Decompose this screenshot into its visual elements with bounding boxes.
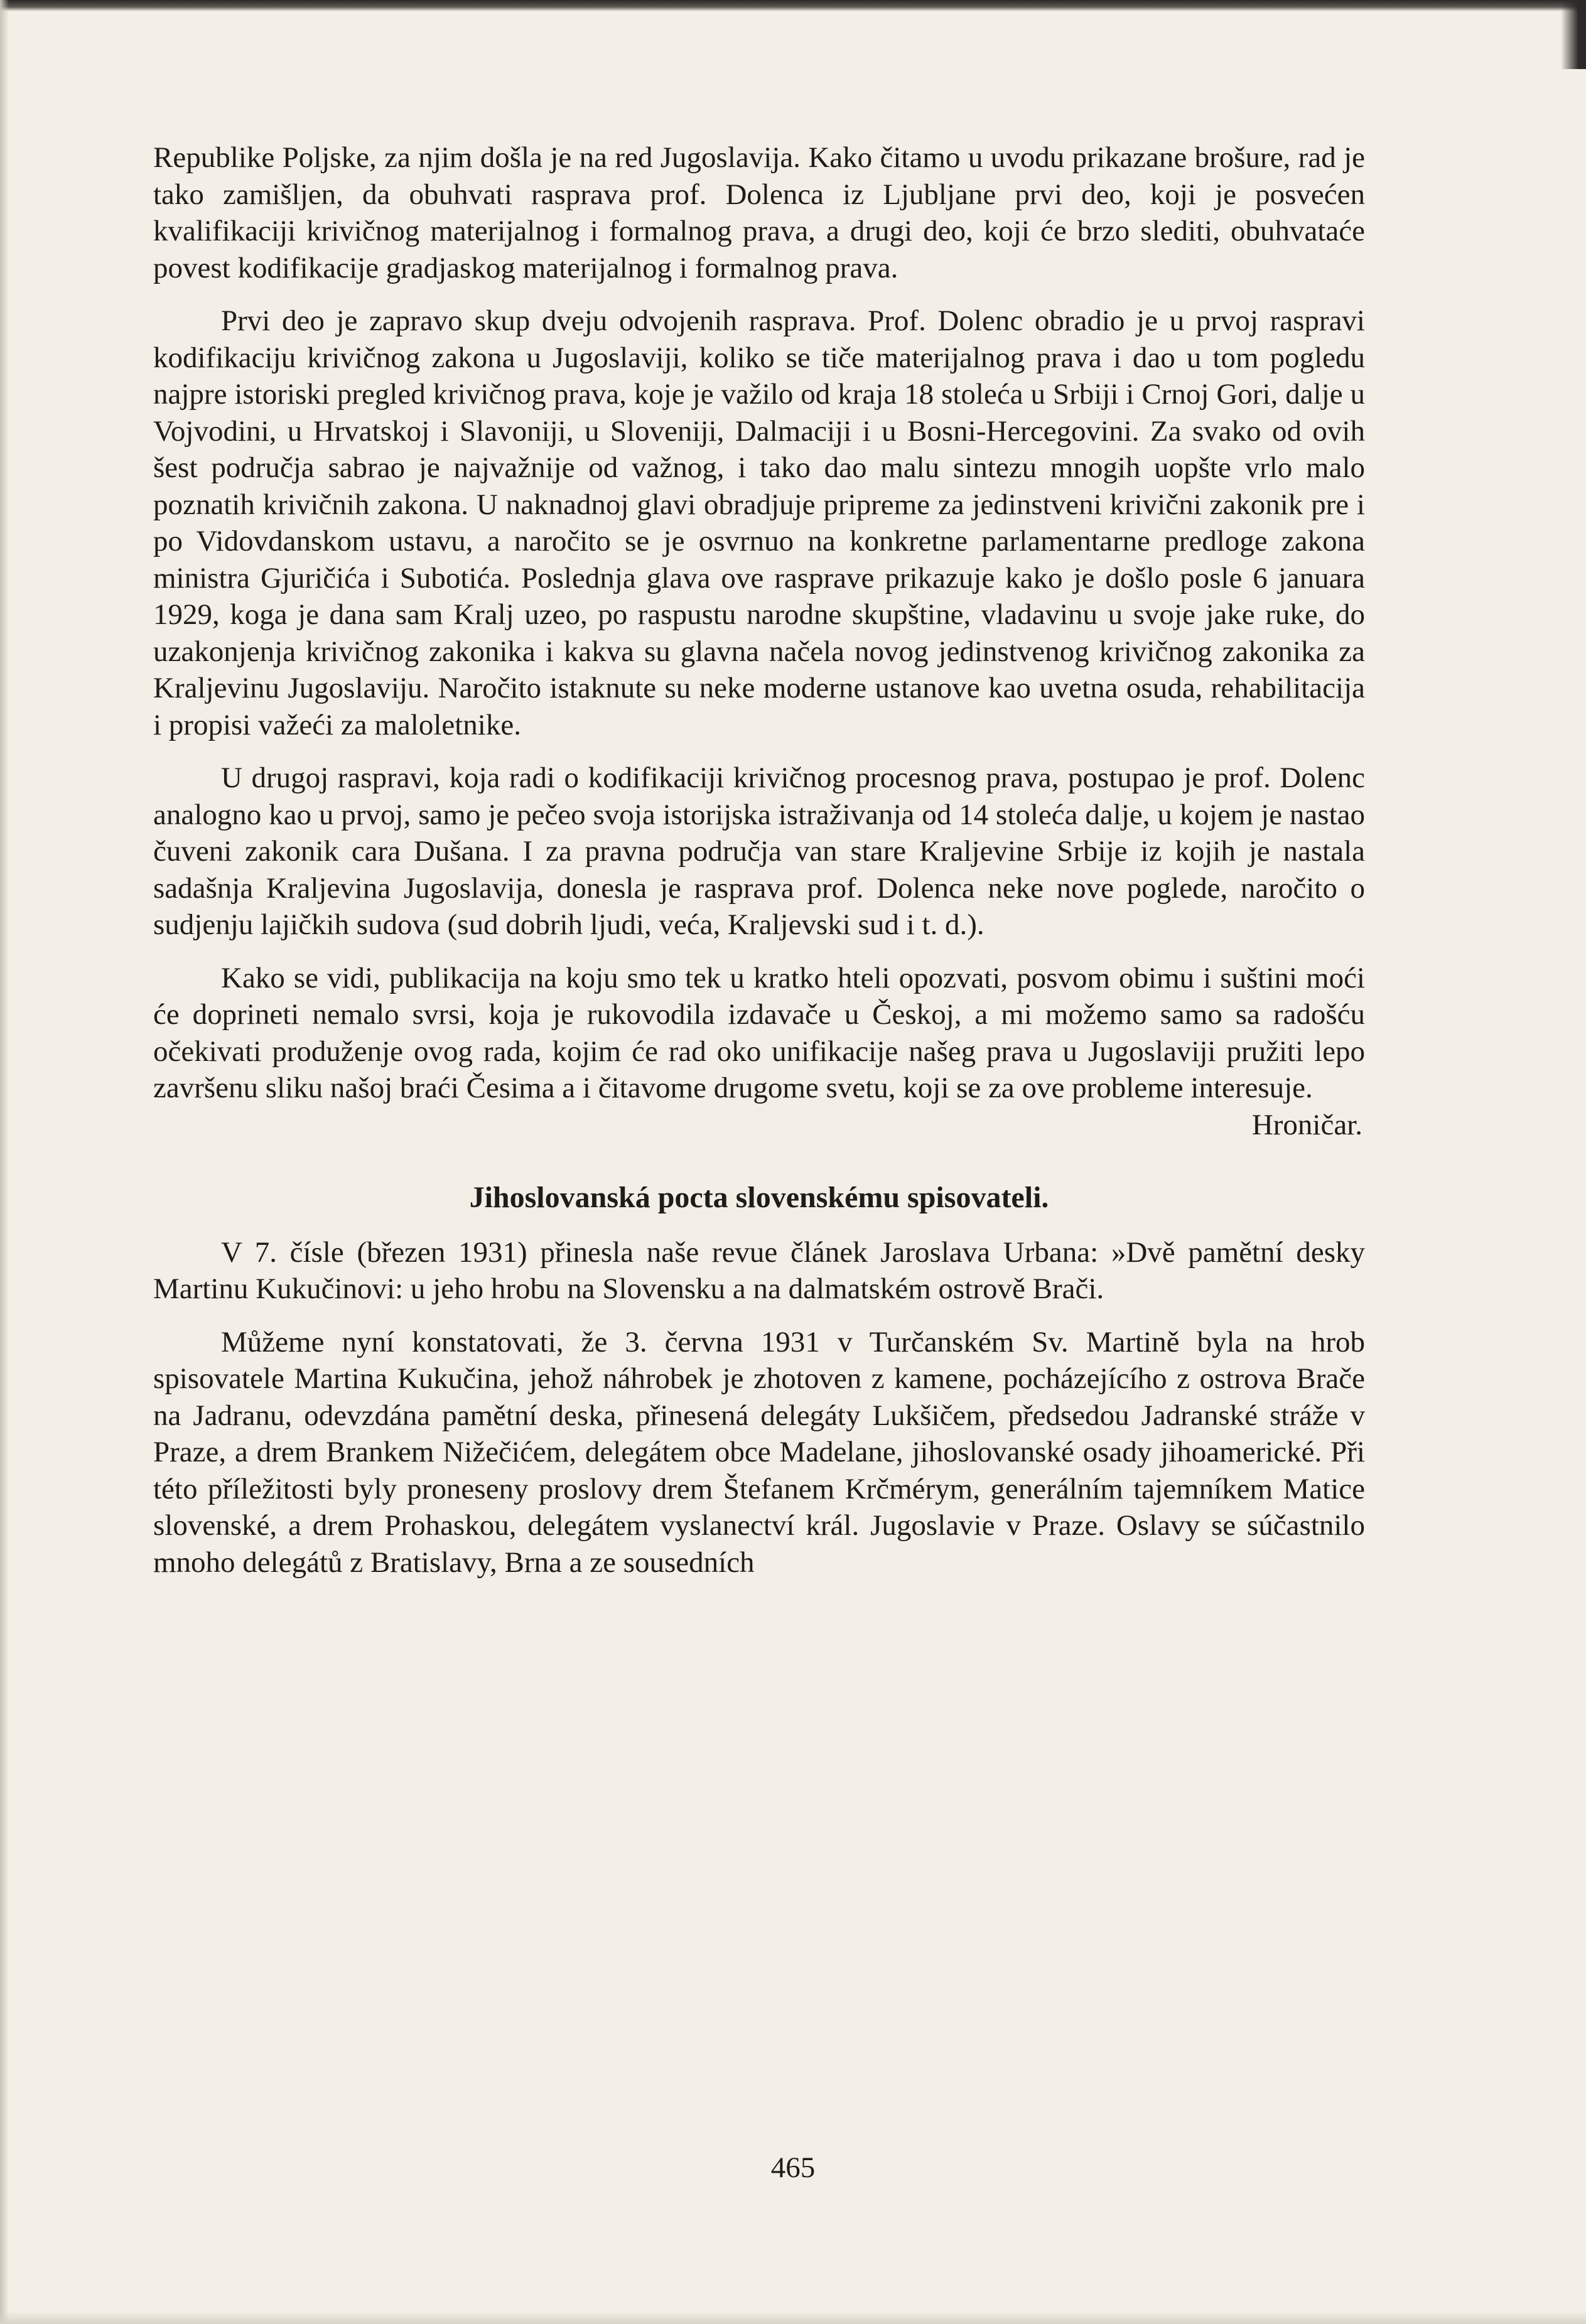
bottom-edge — [0, 2311, 1586, 2324]
paragraph-6: Můžeme nyní konstatovati, že 3. června 1931 v Turčanském Sv. Martině byla na hrob spisovatele Martina Kukučina, jehož náhrobek je zhotoven z kamene, pocházejícího z ostrova Brače na Jadranu, odevzdána pamětní deska, přinesená delegáty Lukšičem, předsedou Jadranské stráže v Praze, a drem Brankem Nižečićem, delegátem obce Madelane, jihoslovanské osady jihoamerické. Při této příležitosti byly proneseny proslovy drem Štefanem Krčmérym, generálním tajemníkem Matice slovenské, a drem Prohaskou, delegátem vyslanectví král. Jugoslavie v Praze. Oslavy se súčastnilo mnoho delegátů z Bratislavy, Brna a ze sousedních — [153, 1325, 1365, 1579]
paragraph-5: V 7. čísle (březen 1931) přinesla naše revue článek Jaroslava Urbana: »Dvě pamětní desky Martinu Kukučinovi: u jeho hrobu na Slovensku a na dalmatském ostrově Brači. — [153, 1235, 1365, 1305]
text-body — [153, 139, 1365, 1581]
paragraph-4: Kako se vidi, publikacija na koju smo tek u kratko hteli opozvati, posvom obimu i suštini moći će doprineti nemalo svrsi, koja je rukovodila izdavače u Českoj, a mi možemo samo sa radošću očekivati produženje ovog rada, kojim će rad oko unifikacije našeg prava u Jugoslaviji pružiti lepo završenu sliku našoj braći Česima a i čitavome drugome svetu, koji se za ove probleme interesuje. — [153, 961, 1365, 1104]
top-shadow — [0, 0, 1586, 11]
paragraph-2: Prvi deo je zapravo skup dveju odvojenih rasprava. Prof. Dolenc obradio je u prvoj raspravi kodifikaciju krivičnog zakona u Jugoslaviji, koliko se tiče materijalnog prava i dao u tom pogledu najpre istoriski pregled krivičnog prava, koje je važilo od kraja 18 stoleća u Srbiji i Crnoj Gori, dalje u Vojvodini, u Hrvatskoj i Slavoniji, u Sloveniji, Dalmaciji i u Bosni-Hercegovini. Za svako od ovih šest područja sabrao je najvažnije od važnog, i tako dao malu sintezu mnogih uopšte vrlo malo poznatih krivičnih zakona. U naknadnoj glavi obradjuje pripreme za jedinstveni krivični zakonik pre i po Vidovdanskom ustavu, a naročito se je osvrnuo na konkretne parlamentarne predloge zakona ministra Gjuričića i Subotića. Poslednja glava ove rasprave prikazuje kako je došlo posle 6 januara 1929, koga je dana sam Kralj uzeo, po raspustu narodne skupštine, vladavinu u svoje jake ruke, do uzakonjenja krivičnog zakonika i kakva su glavna načela novog jedinstvenog krivičnog zakonika za Kraljevinu Jugoslaviju. Naročito istaknute su neke moderne ustanove kao uvetna osuda, rehabilitacija i propisi važeći za maloletnike. — [153, 304, 1365, 741]
paragraph-3: U drugoj raspravi, koja radi o kodifikaciji krivičnog procesnog prava, postupao je prof. Dolenc analogno kao u prvoj, samo je pečeo svoja istorijska istraživanja od 14 stoleća dalje, u kojem je nastao čuveni zakonik cara Dušana. I za pravna područja van stare Kraljevine Srbije iz kojih je nastala sadašnja Kraljevina Jugoslavija, donesla je rasprava prof. Dolenca neke nove poglede, naročito o sudjenju lajičkih sudova (sud dobrih ljudi, veća, Kraljevski sud i t. d.). — [153, 761, 1365, 941]
section-heading: Jihoslovanská pocta slovenskému spisovateli. — [469, 1181, 1049, 1214]
right-corner-shadow — [1561, 0, 1586, 69]
page-number: 465 — [770, 2151, 816, 2184]
paragraph-1: Republike Poljske, za njim došla je na red Jugoslavija. Kako čitamo u uvodu prikazane brošure, rad je tako zamišljen, da obuhvati rasprava prof. Dolenca iz Ljubljane prvi deo, koji je posvećen kvalifikaciji krivičnog materijalnog i formalnog prava, a drugi deo, koji će brzo slediti, obuhvataće povest kodifikacije gradjaskog materijalnog i formalnog prava. — [153, 141, 1365, 284]
left-edge — [0, 0, 9, 2324]
signature: Hroničar. — [1251, 1108, 1362, 1141]
